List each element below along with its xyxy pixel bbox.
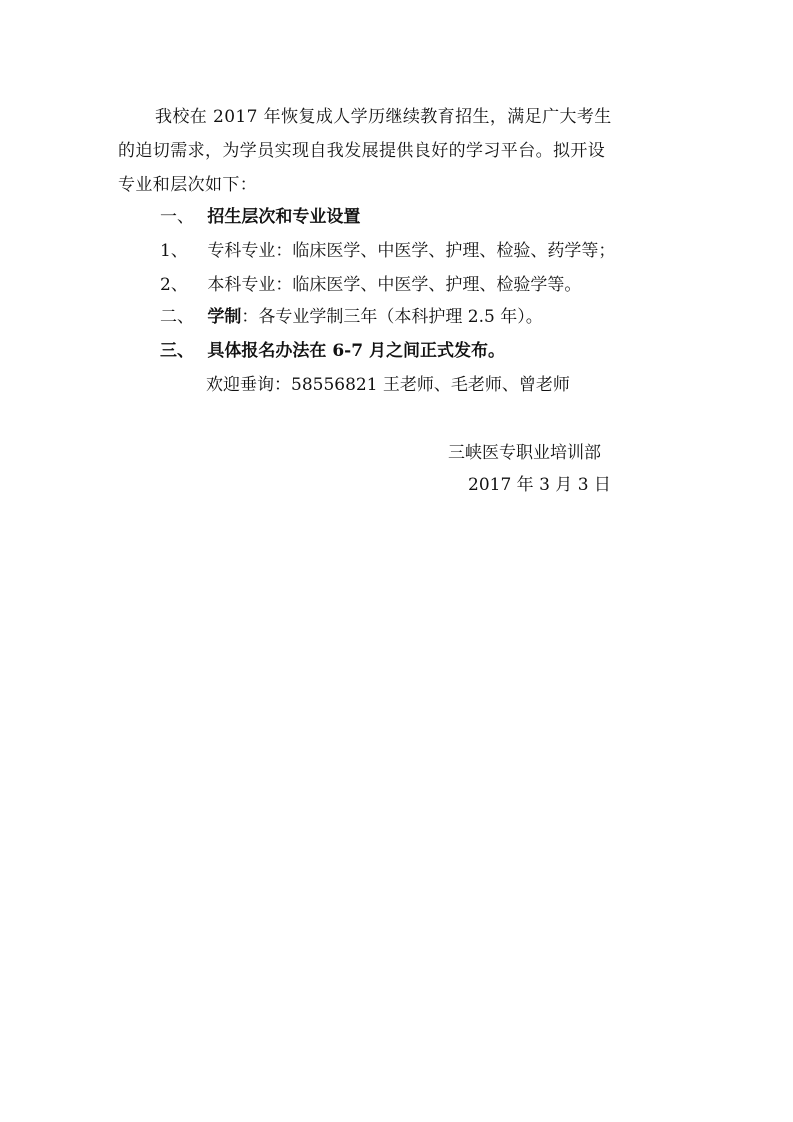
intro-line-1: 我校在 2017 年恢复成人学历继续教育招生，满足广大考生 <box>155 107 612 127</box>
item-text: 本科专业：临床医学、中医学、护理、检验学等。 <box>207 275 582 295</box>
item-number: 1、 <box>160 241 188 261</box>
section-two <box>160 300 543 334</box>
section-heading: 具体报名办法在 6-7 月之间正式发布。 <box>207 341 505 361</box>
section-one <box>160 200 360 234</box>
item-number: 2、 <box>160 275 188 295</box>
signature-org: 三峡医专职业培训部 <box>448 443 601 463</box>
section-number: 二、 <box>160 307 194 327</box>
intro-paragraph <box>118 100 678 202</box>
section-number: 一、 <box>160 207 194 227</box>
signature-date: 2017 年 3 月 3 日 <box>468 475 611 495</box>
item-2 <box>160 268 581 302</box>
section-heading: 学制 <box>207 307 242 327</box>
section-number: 三、 <box>160 341 194 361</box>
section-text: ：各专业学制三年（本科护理 2.5 年）。 <box>241 307 543 327</box>
section-three <box>160 334 505 368</box>
item-text: 专科专业：临床医学、中医学、护理、检验、药学等； <box>207 241 616 261</box>
intro-line-3: 专业和层次如下： <box>118 175 258 195</box>
intro-line-2: 的迫切需求，为学员实现自我发展提供良好的学习平台。拟开设 <box>118 141 606 161</box>
contact-line: 欢迎垂询：58556821 王老师、毛老师、曾老师 <box>206 375 570 395</box>
item-1 <box>160 234 615 268</box>
section-heading: 招生层次和专业设置 <box>207 207 361 227</box>
